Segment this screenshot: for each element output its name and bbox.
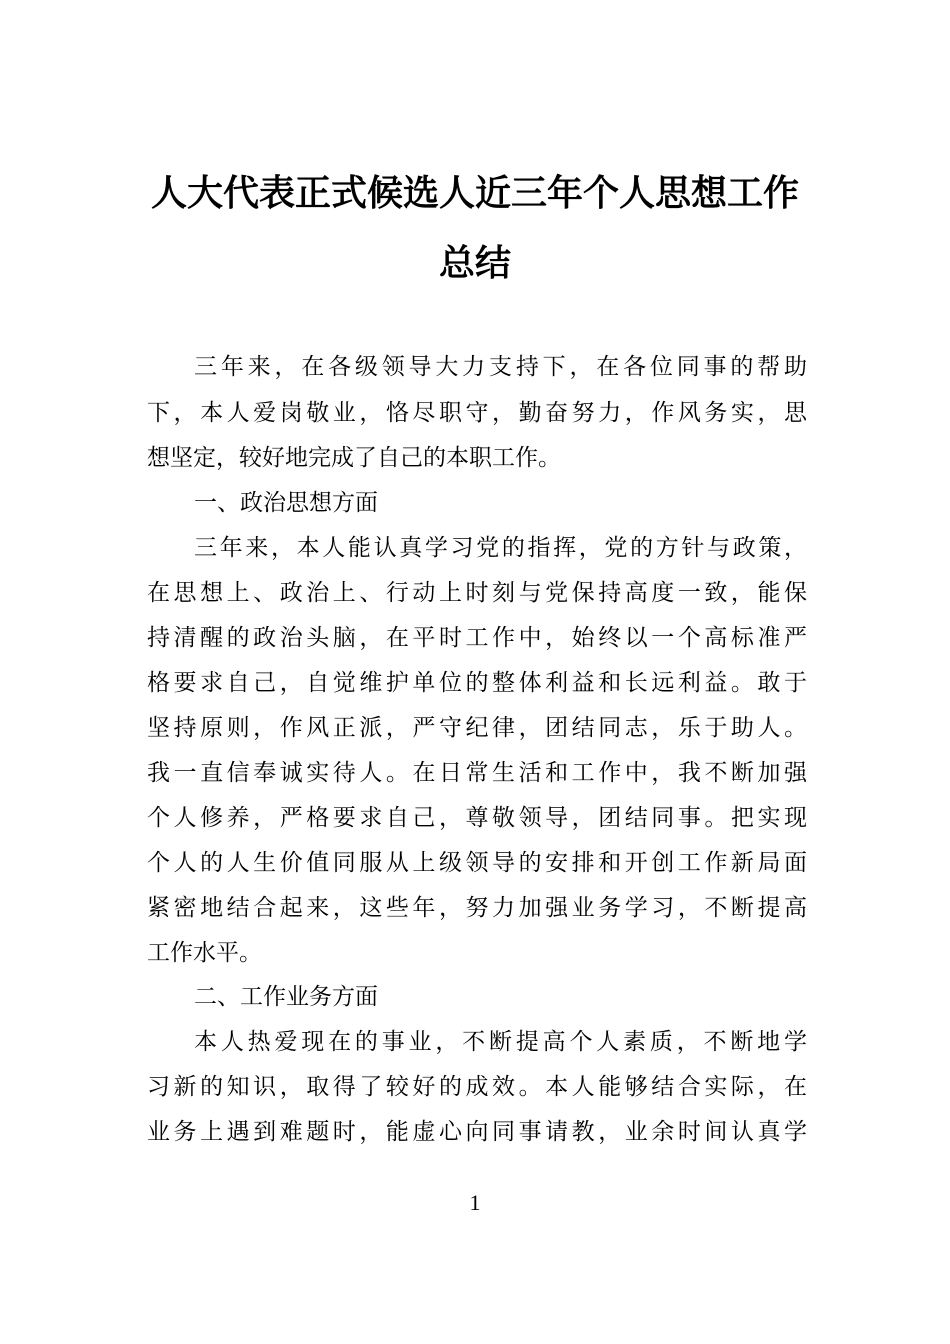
page-number: 1 <box>469 1190 481 1215</box>
paragraph-1-line-1: 三年来，在各级领导大力支持下，在各位同事的帮助 <box>194 354 807 380</box>
paragraph-2-line-8: 个人的人生价值同服从上级领导的安排和开创工作新局面 <box>147 850 807 876</box>
paragraph-3-line-1: 本人热爱现在的事业，不断提高个人素质，不断地学 <box>194 1029 807 1055</box>
paragraph-3-line-2: 习新的知识，取得了较好的成效。本人能够结合实际，在 <box>147 1074 807 1100</box>
paragraph-2-line-9: 紧密地结合起来，这些年，努力加强业务学习，不断提高 <box>147 895 807 921</box>
paragraph-2-line-1: 三年来，本人能认真学习党的指挥，党的方针与政策， <box>194 535 807 561</box>
paragraph-2-line-4: 格要求自己，自觉维护单位的整体利益和长远利益。敢于 <box>147 670 807 696</box>
paragraph-2-line-5: 坚持原则，作风正派，严守纪律，团结同志，乐于助人。 <box>147 715 807 741</box>
paragraph-2-line-2: 在思想上、政治上、行动上时刻与党保持高度一致，能保 <box>147 580 807 606</box>
paragraph-2-line-10: 工作水平。 <box>147 940 262 966</box>
paragraph-2-line-6: 我一直信奉诚实待人。在日常生活和工作中，我不断加强 <box>147 760 807 786</box>
section-heading-1: 一、政治思想方面 <box>194 490 378 516</box>
paragraph-3-line-3: 业务上遇到难题时，能虚心向同事请教，业余时间认真学 <box>147 1119 807 1145</box>
paragraph-2-line-7: 个人修养，严格要求自己，尊敬领导，团结同事。把实现 <box>147 805 807 831</box>
document-title-line-1: 人大代表正式候选人近三年个人思想工作 <box>150 172 799 214</box>
paragraph-2-line-3: 持清醒的政治头脑，在平时工作中，始终以一个高标准严 <box>147 625 807 651</box>
section-heading-2: 二、工作业务方面 <box>194 984 378 1010</box>
paragraph-1-line-3: 想坚定，较好地完成了自己的本职工作。 <box>147 445 561 471</box>
paragraph-1-line-2: 下，本人爱岗敬业，恪尽职守，勤奋努力，作风务实，思 <box>147 400 807 426</box>
document-title-line-2: 总结 <box>438 242 511 284</box>
